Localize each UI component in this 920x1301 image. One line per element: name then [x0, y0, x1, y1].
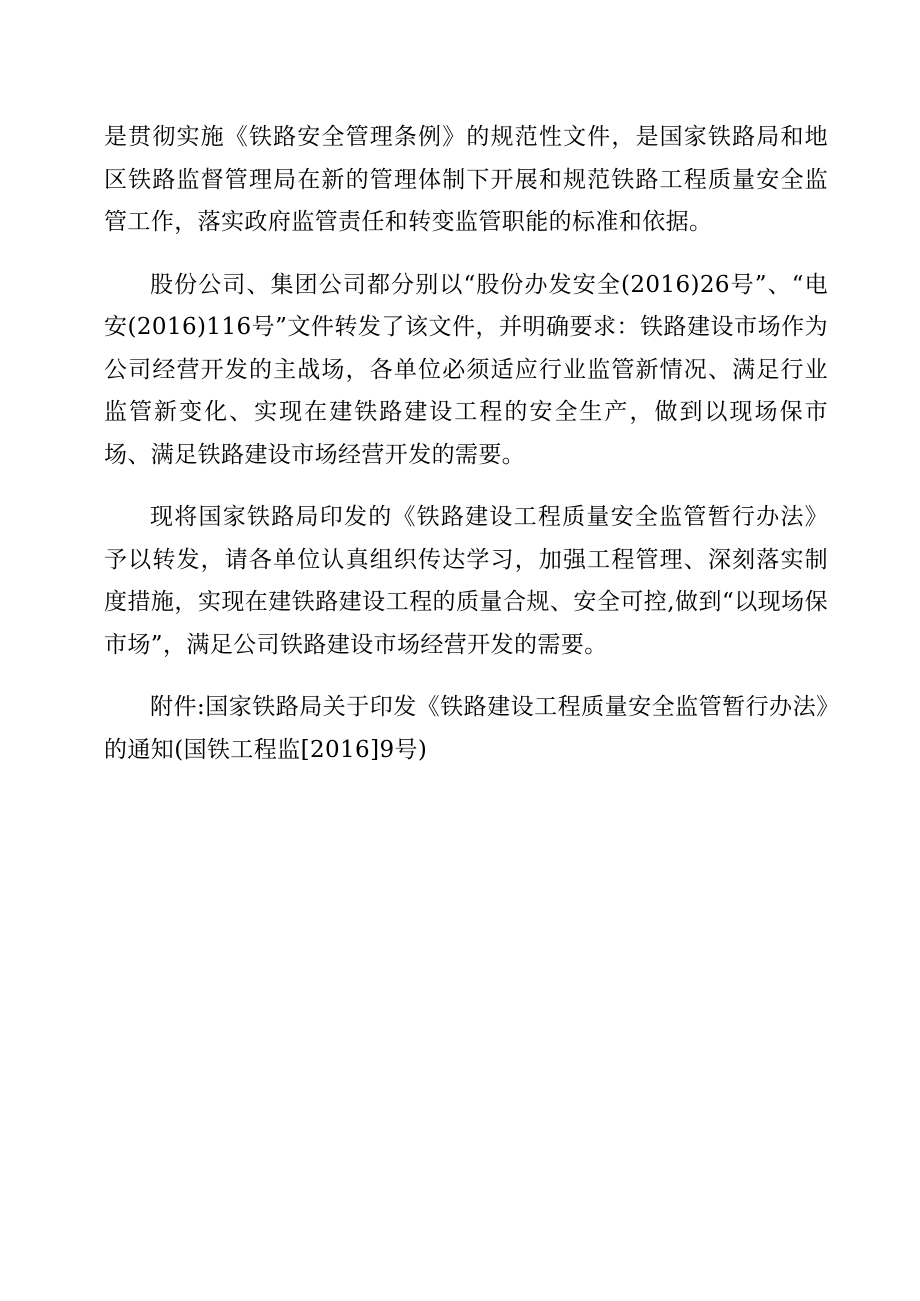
- paragraph-forwarding-notice: 股份公司、集团公司都分别以“股份办发安全(2016)26号”、“电安(2016)116号”文件转发了该文件，并明确要求：铁路建设市场作为公司经营开发的主战场，各单位必须适应行业监管新情况、满足行业监管新变化、实现在建铁路建设工程的安全生产，做到以现场保市场、满足铁路建设市场经营开发的需要。: [104, 271, 828, 468]
- document-body: [104, 116, 828, 791]
- paragraph-instruction: 现将国家铁路局印发的《铁路建设工程质量安全监管暂行办法》予以转发，请各单位认真组织传达学习，加强工程管理、深刻落实制度措施，实现在建铁路建设工程的质量合规、安全可控,做到“以现场保市场”，满足公司铁路建设市场经营开发的需要。: [104, 504, 828, 658]
- paragraph-continuation: 是贯彻实施《铁路安全管理条例》的规范性文件，是国家铁路局和地区铁路监督管理局在新的管理体制下开展和规范铁路工程质量安全监管工作，落实政府监管责任和转变监管职能的标准和依据。: [104, 124, 828, 235]
- paragraph-attachment: 附件:国家铁路局关于印发《铁路建设工程质量安全监管暂行办法》的通知(国铁工程监[2016]9号): [104, 694, 828, 763]
